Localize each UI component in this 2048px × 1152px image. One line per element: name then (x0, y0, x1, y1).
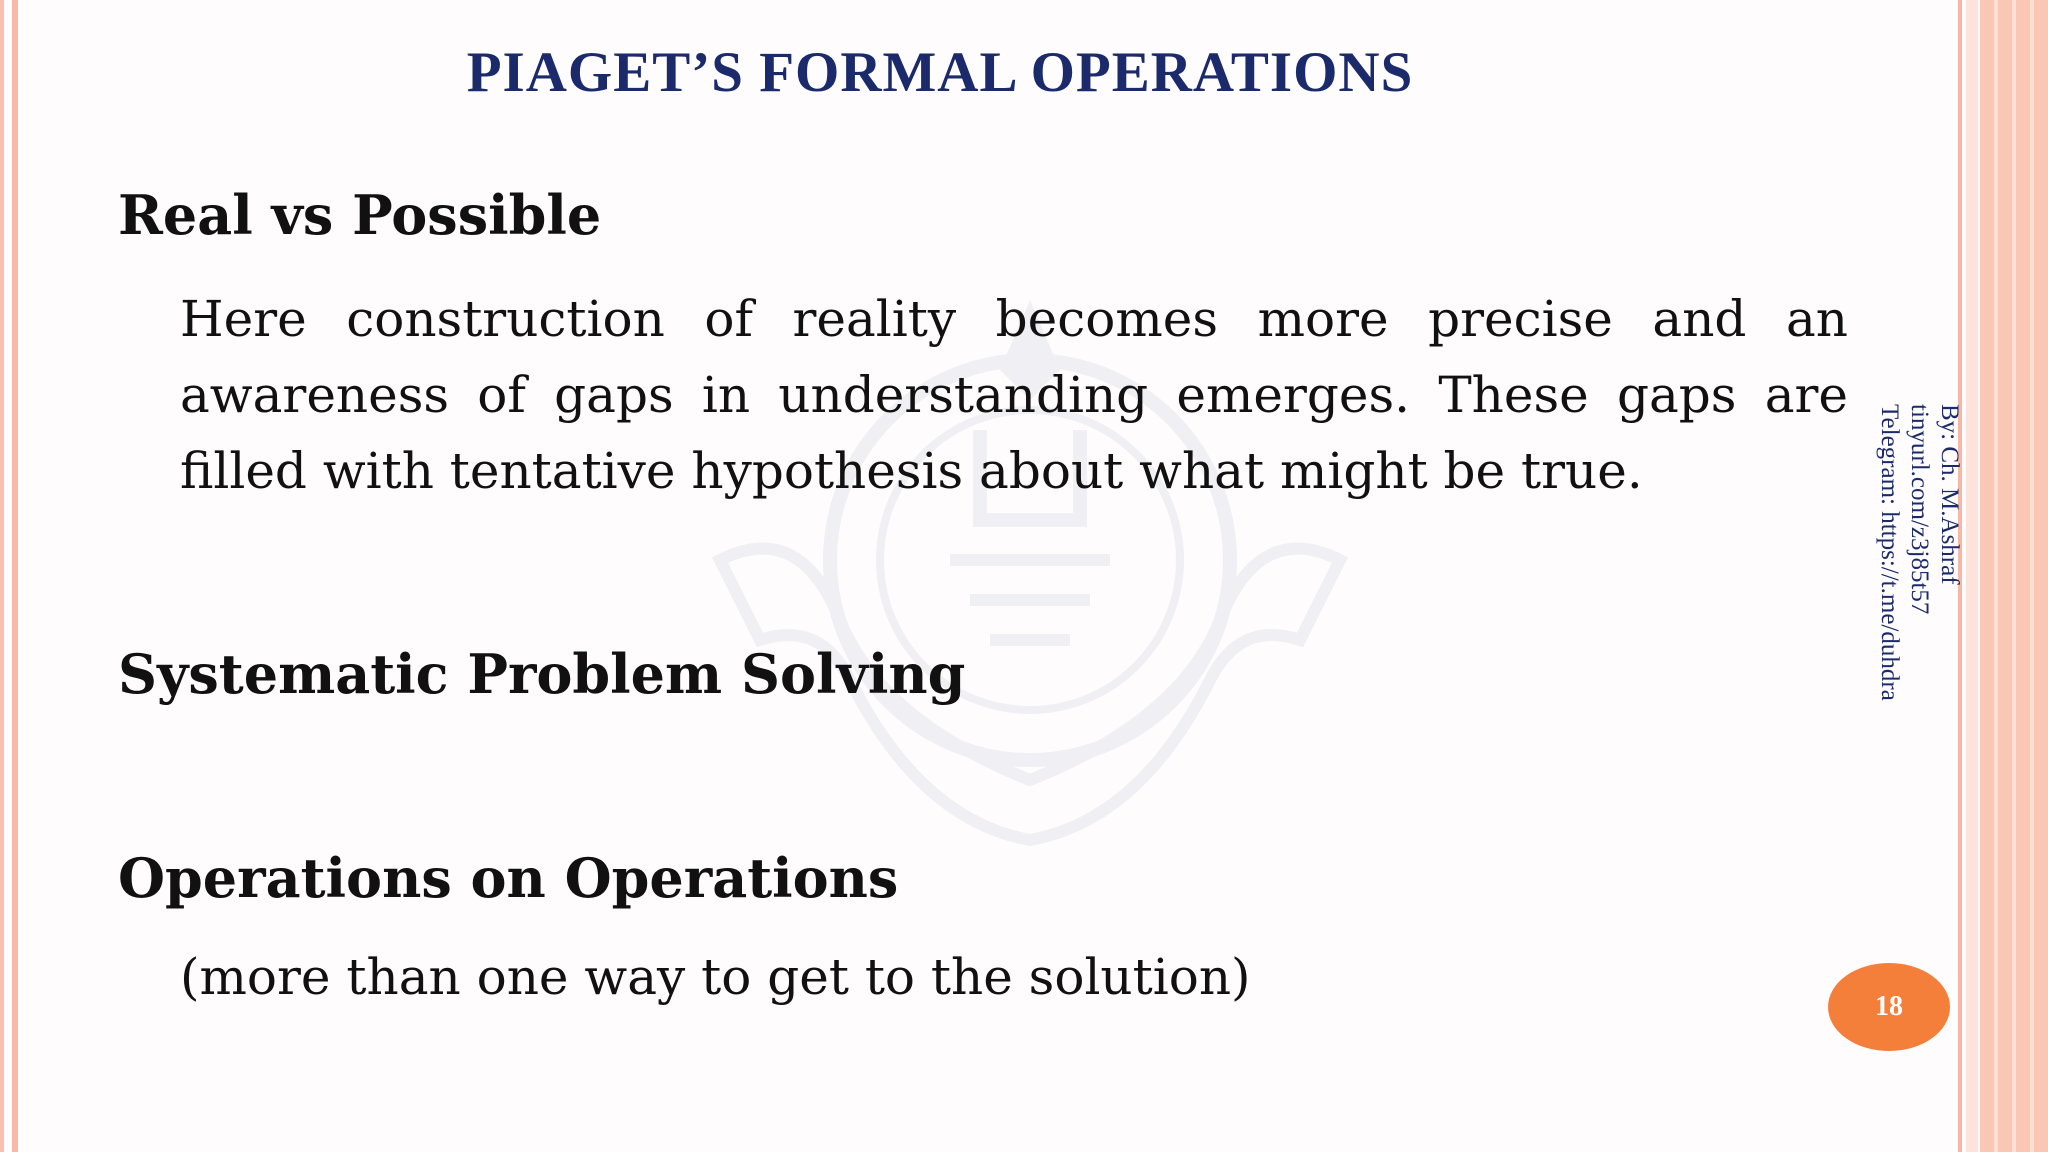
slide-title: PIAGET’S FORMAL OPERATIONS (466, 41, 1414, 104)
left-border-accent (12, 0, 18, 1152)
heading-operations-on-operations: Operations on Operations (118, 846, 899, 910)
credit-telegram: Telegram: https://t.me/duhdra (1876, 404, 1903, 701)
left-border-line (0, 0, 4, 1152)
right-border-band (1966, 0, 1978, 1152)
credit-author: By: Ch. M.Ashraf (1936, 404, 1963, 585)
paragraph-real-vs-possible: Here construction of reality becomes more precise and an awareness of gaps in understanding emerges. These gaps are filled with tentative hypothesis about what might be true. (180, 290, 1848, 500)
note-operations-on-operations: (more than one way to get to the solution) (180, 948, 1251, 1006)
credit-link: tinyurl.com/z3j85t57 (1906, 404, 1933, 615)
author-credit (1868, 404, 1964, 824)
heading-real-vs-possible: Real vs Possible (118, 183, 602, 247)
page-number-badge: 18 (1828, 963, 1950, 1051)
heading-systematic-problem-solving: Systematic Problem Solving (118, 642, 966, 706)
right-border-stripes (1980, 0, 2048, 1152)
